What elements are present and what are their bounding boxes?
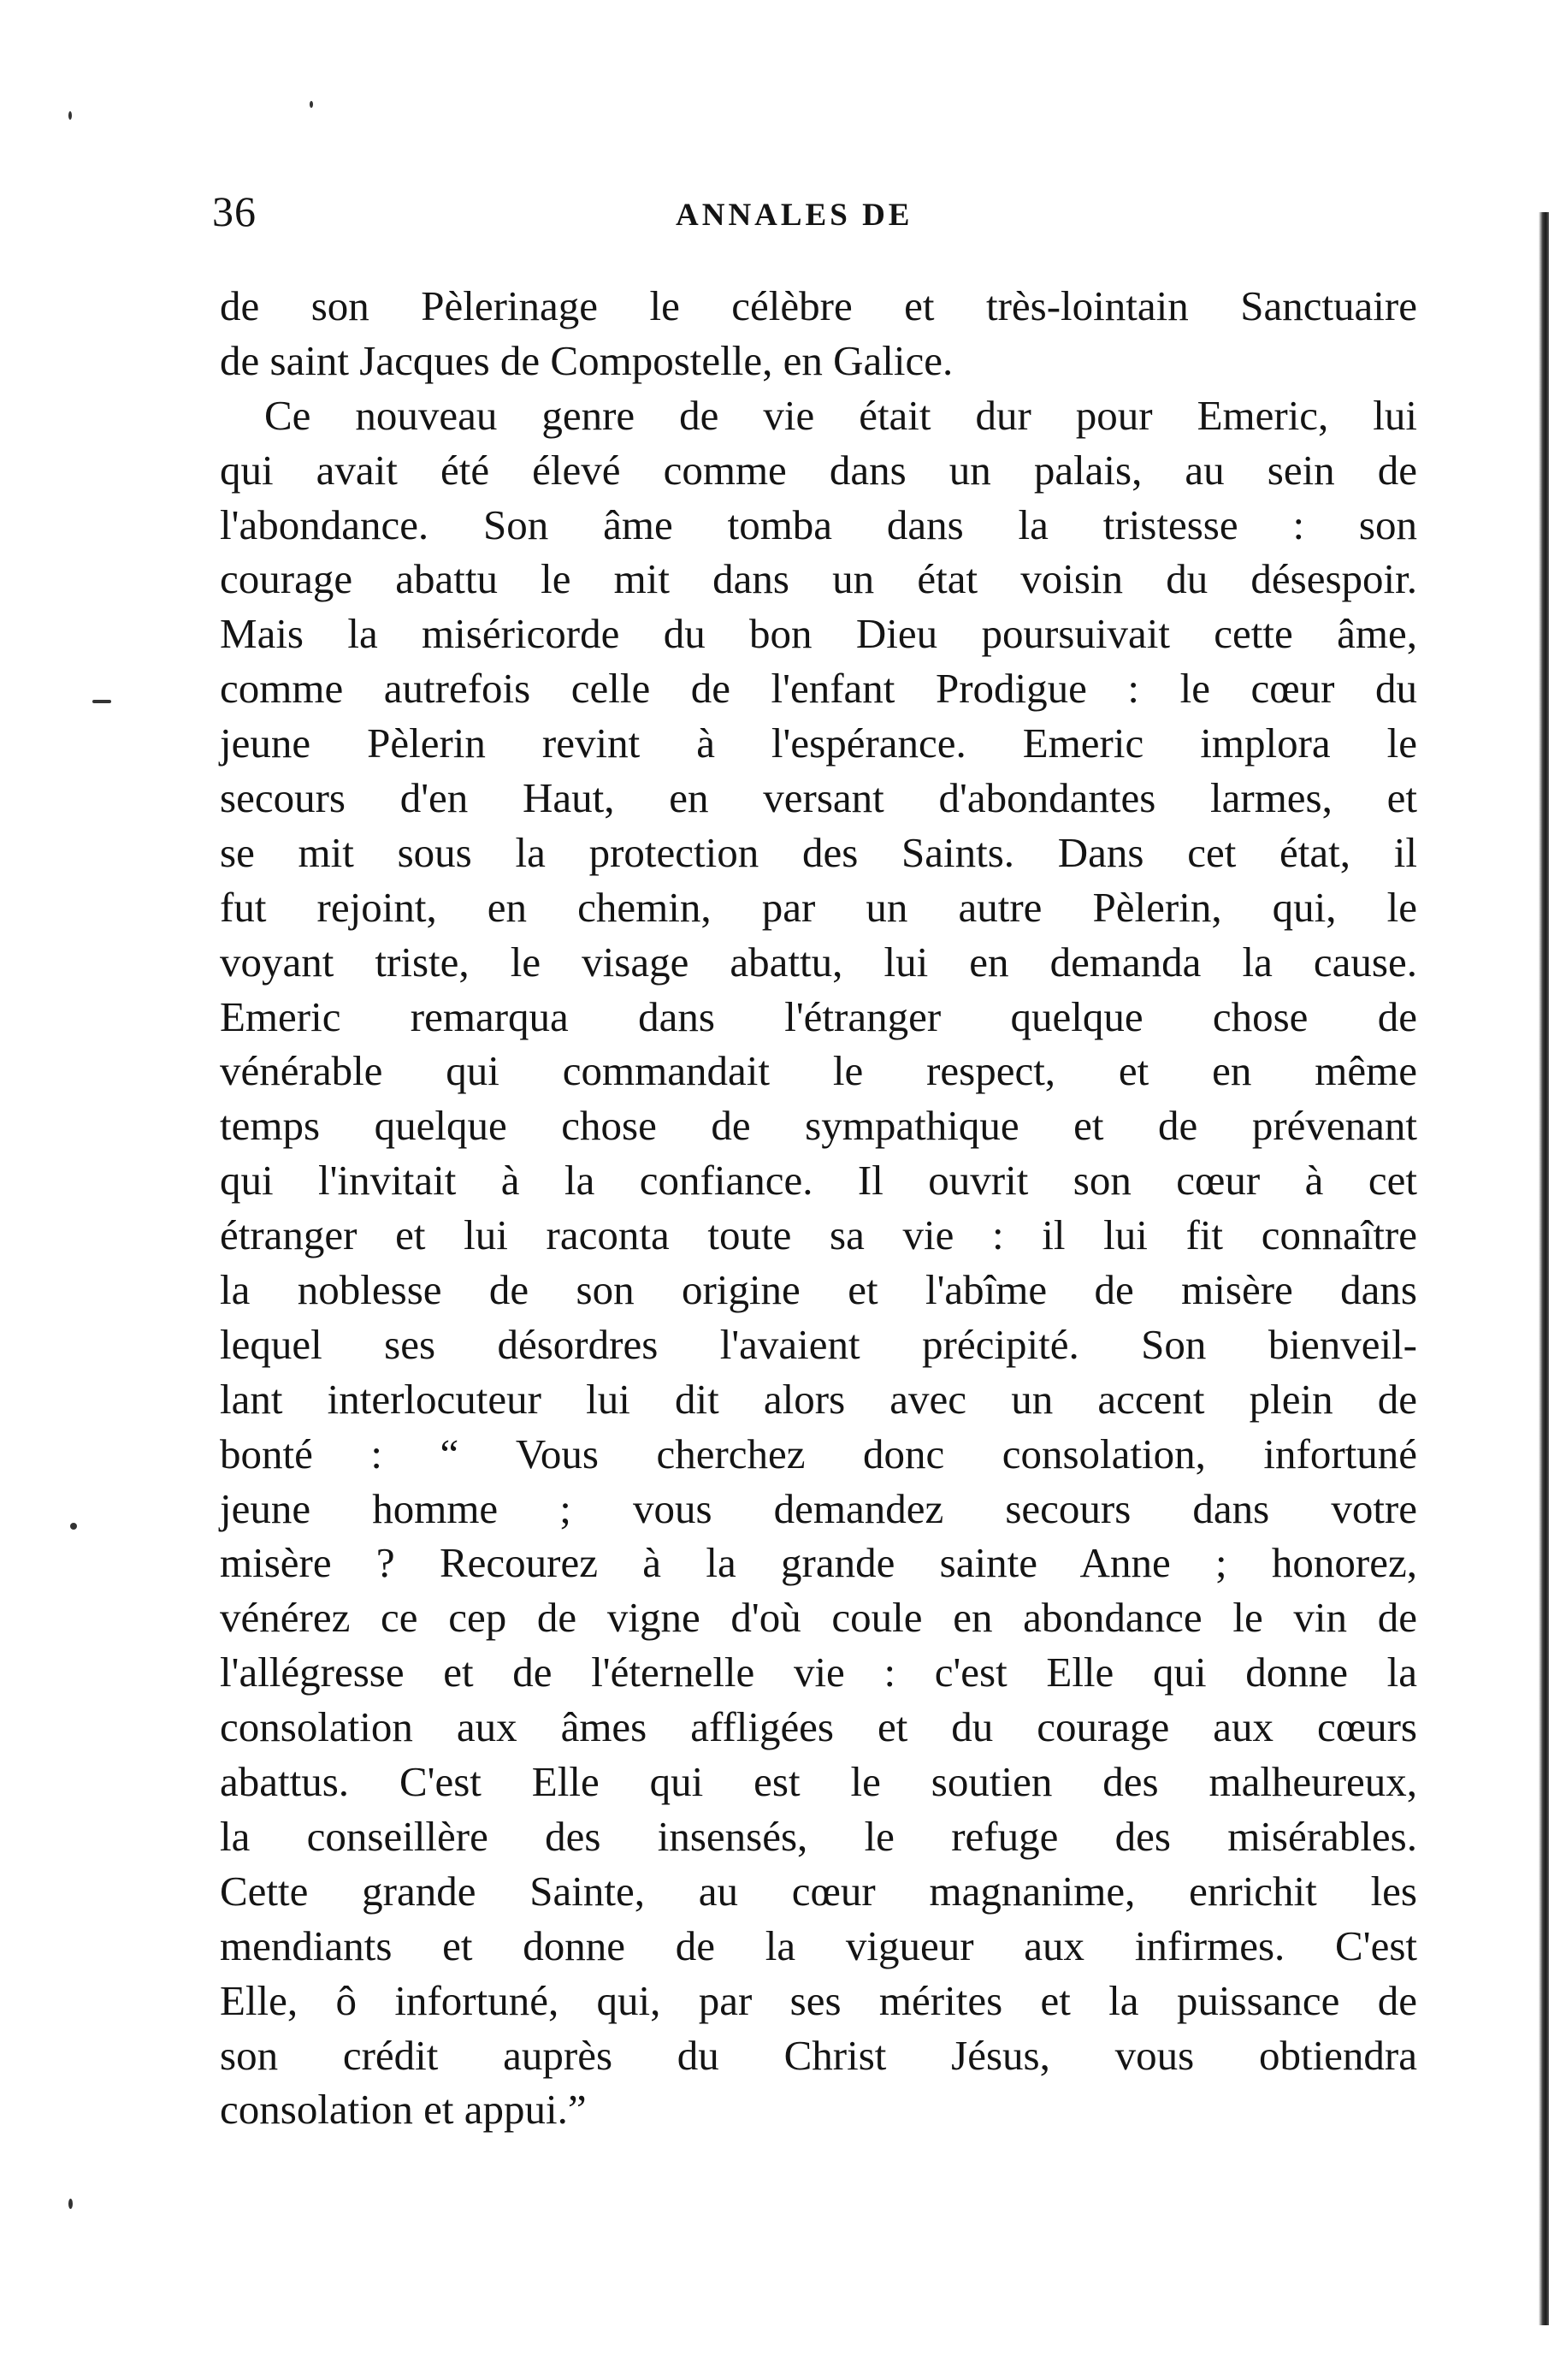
text-line: consolation et appui.”	[220, 2086, 587, 2134]
scan-speck	[68, 111, 72, 120]
text-line: misère ? Recourez à la grande sainte Anne ; honorez,	[220, 1539, 1417, 1587]
scan-speck	[68, 2199, 73, 2209]
text-line: courage abattu le mit dans un état voisin du désespoir.	[220, 555, 1417, 603]
running-title: ANNALES DE	[676, 198, 913, 233]
scan-speck	[310, 101, 313, 108]
text-line: Cette grande Sainte, au cœur magnanime, enrichit les	[220, 1867, 1417, 1915]
scan-speck	[70, 1523, 77, 1530]
text-line: la conseillère des insensés, le refuge des misérables.	[220, 1812, 1417, 1860]
text-line: consolation aux âmes affligées et du courage aux cœurs	[220, 1703, 1417, 1751]
text-line: temps quelque chose de sympathique et de prévenant	[220, 1102, 1417, 1150]
page-edge-shadow	[1539, 212, 1549, 2325]
text-line: bonté : “ Vous cherchez donc consolation, infortuné	[220, 1430, 1417, 1477]
text-line: qui avait été élevé comme dans un palais, au sein de	[220, 446, 1417, 494]
text-line: jeune Pèlerin revint à l'espérance. Emeric implora le	[220, 719, 1417, 767]
text-line: mendiants et donne de la vigueur aux infirmes. C'est	[220, 1921, 1417, 1969]
text-line: se mit sous la protection des Saints. Dans cet état, il	[220, 828, 1417, 876]
page-number: 36	[212, 187, 257, 235]
text-line: Mais la miséricorde du bon Dieu poursuivait cette âme,	[220, 610, 1417, 658]
text-line: étranger et lui raconta toute sa vie : il lui fit connaître	[220, 1211, 1417, 1259]
text-line: vénérez ce cep de vigne d'où coule en abondance le vin de	[220, 1594, 1417, 1642]
text-line: lequel ses désordres l'avaient précipité. Son bienveil-	[220, 1320, 1417, 1368]
text-line: de saint Jacques de Compostelle, en Galice.	[220, 336, 954, 384]
page-header	[212, 186, 1409, 246]
text-line: fut rejoint, en chemin, par un autre Pèlerin, qui, le	[220, 883, 1417, 931]
text-line: voyant triste, le visage abattu, lui en demanda la cause.	[220, 938, 1417, 986]
text-line: de son Pèlerinage le célèbre et très-lointain Sanctuaire	[220, 282, 1417, 329]
text-line: vénérable qui commandait le respect, et en même	[220, 1047, 1417, 1095]
text-line: Elle, ô infortuné, qui, par ses mérites et la puissance de	[220, 1976, 1417, 2024]
text-line: l'allégresse et de l'éternelle vie : c'est Elle qui donne la	[220, 1649, 1417, 1696]
text-line: la noblesse de son origine et l'abîme de misère dans	[220, 1266, 1417, 1314]
text-line: Emeric remarqua dans l'étranger quelque chose de	[220, 992, 1417, 1040]
body-text	[220, 279, 1417, 2137]
text-line: secours d'en Haut, en versant d'abondantes larmes, et	[220, 774, 1417, 822]
text-line: jeune homme ; vous demandez secours dans votre	[220, 1484, 1417, 1532]
text-line: abattus. C'est Elle qui est le soutien des malheureux,	[220, 1758, 1417, 1806]
text-line: lant interlocuteur lui dit alors avec un accent plein de	[220, 1375, 1417, 1423]
text-line: son crédit auprès du Christ Jésus, vous obtiendra	[220, 2031, 1417, 2079]
text-line: Ce nouveau genre de vie était dur pour Emeric, lui	[264, 391, 1417, 439]
text-line: qui l'invitait à la confiance. Il ouvrit son cœur à cet	[220, 1157, 1417, 1205]
text-line: l'abondance. Son âme tomba dans la tristesse : son	[220, 500, 1417, 548]
text-line: comme autrefois celle de l'enfant Prodigue : le cœur du	[220, 665, 1417, 713]
scan-speck	[92, 700, 111, 703]
